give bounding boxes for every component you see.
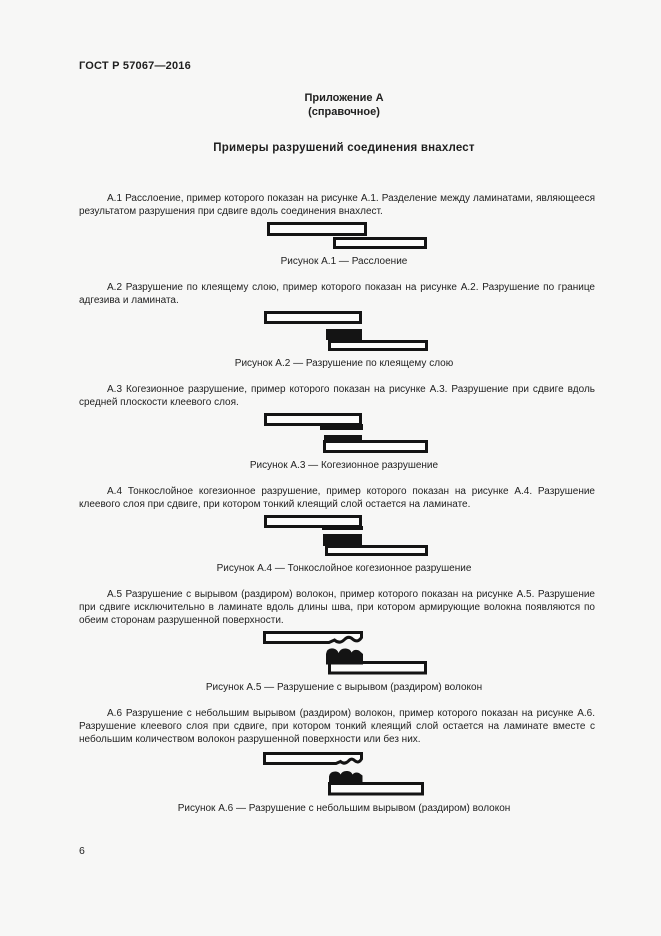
- upper-laminate-bar: [267, 222, 367, 236]
- fiber-tear-drawing: [263, 631, 429, 675]
- page-title: Примеры разрушений соединения внахлест: [213, 142, 475, 154]
- small-fiber-tear-drawing: [263, 752, 429, 796]
- upper-laminate-torn-bar: [265, 754, 362, 764]
- paragraph-a2: А.2 Разрушение по клеящему слою, пример которого показан на рисунке А.2. Разрушение по границе адгезива и ламината.: [79, 282, 595, 306]
- upper-laminate-bar: [264, 311, 362, 324]
- figure-a3-cohesive-failure-diagram: [263, 413, 429, 453]
- appendix-title: Приложение А: [304, 92, 384, 104]
- lower-laminate-bar: [325, 545, 428, 556]
- paragraph-a6: А.6 Разрушение с небольшим вырывом (раздиром) волокон, пример которого показан на рисунке А.6. Разрушение клеевого слоя при сдвиге, при котором тонкий клеящий слой остается на ламинате вместе с небольшим количеством волокон разрушенной поверхности или без них.: [79, 708, 595, 745]
- figure-caption-a5: Рисунок А.5 — Разрушение с вырывом (раздиром) волокон: [205, 682, 483, 693]
- thin-adhesive-strip: [322, 526, 363, 530]
- paragraph-a4: А.4 Тонкослойное когезионное разрушение, пример которого показан на рисунке А.4. Разрушение клеевого слоя при сдвиге, при котором тонкий клеящий слой остается на ламинате.: [79, 486, 595, 510]
- page-number: 6: [79, 845, 85, 857]
- adhesive-layer-block: [326, 329, 362, 340]
- figure-a2-adhesive-failure-diagram: [263, 311, 429, 351]
- lower-laminate-bar: [328, 340, 428, 351]
- appendix-type: (справочное): [308, 105, 380, 118]
- section-a1: [79, 192, 595, 268]
- lower-laminate-bar: [333, 237, 427, 249]
- torn-fiber-mound: [326, 648, 363, 664]
- section-a6: [79, 707, 595, 815]
- figure-a1-delamination-diagram: [263, 222, 429, 249]
- paragraph-a3: А.3 Когезионное разрушение, пример которого показан на рисунке А.3. Разрушение при сдвиге вдоль средней плоскости клеевого слоя.: [79, 384, 595, 408]
- standard-code: ГОСТ Р 57067—2016: [79, 60, 191, 72]
- figure-caption-a1: Рисунок А.1 — Расслоение: [280, 256, 408, 267]
- figure-caption-a3: Рисунок А.3 — Когезионное разрушение: [249, 460, 439, 471]
- section-a3: [79, 383, 595, 472]
- figure-a5-fiber-tear-diagram: [263, 631, 429, 675]
- sections-container: [79, 192, 595, 815]
- lower-laminate-bar: [323, 440, 428, 453]
- upper-laminate-torn-bar: [265, 633, 362, 643]
- section-a5: [79, 588, 595, 694]
- section-a4: [79, 485, 595, 575]
- appendix-heading: [79, 92, 595, 119]
- figure-caption-a2: Рисунок А.2 — Разрушение по клеящему слою: [234, 358, 454, 369]
- section-a2: [79, 281, 595, 370]
- figure-caption-a4: Рисунок А.4 — Тонкослойное когезионное разрушение: [216, 563, 472, 574]
- lower-laminate-bar: [330, 784, 423, 795]
- figure-a6-small-fiber-tear-diagram: [263, 752, 429, 796]
- figure-a4-thin-layer-cohesive-failure-diagram: [263, 515, 429, 556]
- torn-fiber-mound: [329, 771, 363, 785]
- paragraph-a1: А.1 Расслоение, пример которого показан на рисунке А.1. Разделение между ламинатами, являющееся результатом разрушения при сдвиге вдоль соединения внахлест.: [79, 193, 595, 217]
- paragraph-a5: А.5 Разрушение с вырывом (раздиром) волокон, пример которого показан на рисунке А.5. Разрушение при сдвиге исключительно в ламинате вдоль длины шва, при котором армирующие волокна появляются по обеим сторонам разрушенной поверхности.: [79, 589, 595, 626]
- upper-adhesive-strip: [320, 424, 363, 430]
- figure-caption-a6: Рисунок А.6 — Разрушение с небольшим вырывом (раздиром) волокон: [177, 803, 511, 814]
